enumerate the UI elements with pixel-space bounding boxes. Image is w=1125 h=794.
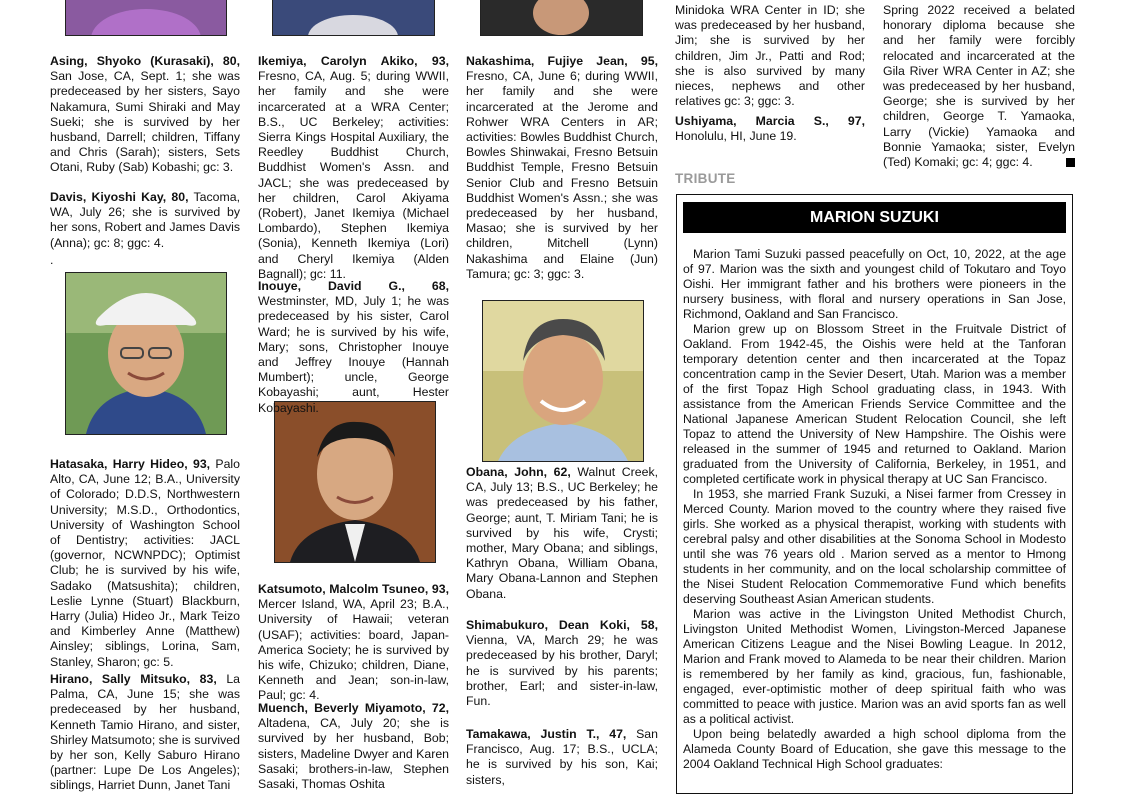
tribute-paragraph: Upon being belatedly awarded a high school diploma from the Alameda County Board of Education, she gave this message to the 2004 Oakland Technical High School graduates:	[683, 727, 1066, 771]
obituary-text: Palo Alto, CA, June 12; B.A., University of Colorado; D.D.S, Northwestern University; M.S.D., Orthodontics, University of Washington School of Dentistry; activities: JACL (governor, NCWNPDC); Optimist Club; he is survived by his wife, Sadako (Matsushita); children, Leslie Lynne (Stuart) Blackburn, Harry (Julia) Hideo Jr., Mark Teizo and Kimberley Anne (Matthew) Ainsley; siblings, Lorina, Sam, Stanley, Sharon; gc: 5.	[50, 457, 240, 669]
obituary-name: Hatasaka, Harry Hideo, 93,	[50, 457, 211, 471]
obituary-name: Davis, Kiyoshi Kay, 80,	[50, 190, 189, 204]
obituary-text: Mercer Island, WA, April 23; B.A., University of Hawaii; veteran (USAF); activities: board, Japan-America Society; he is survived by his wife, Chizuko; children, Diane, Kenneth and Jean; son-in-law, Paul; gc: 4.	[258, 597, 449, 703]
obituary-text: Altadena, CA, July 20; she is survived by her husband, Bob; sisters, Madeline Dwyer and Karen Sasaki; brothers-in-law, Stephen Sasaki, Thomas Oshita	[258, 716, 449, 792]
obituary-name: Obana, John, 62,	[466, 465, 571, 479]
photo-hatasaka	[65, 272, 227, 435]
obituary-ikemiya	[258, 54, 449, 282]
obituary-text: Fresno, CA, Aug. 5; during WWII, her family and she were incarcerated at a WRA Center; B.S., UC Berkeley; activities: Sierra Kings Hospital Auxiliary, the Reedley Buddhist Church, Buddhist Women's Assn. and JACL; she was predeceased by her children, Carol Akiyama (Robert), Janet Ikemiya (Michael Lombardo), Stephen Ikemiya (Sonia), Kenneth Ikemiya (Lori) and Cheryl Ikemiya (Alden Bagnall); gc: 11.	[258, 69, 449, 281]
obituary-text: San Francisco, Aug. 17; B.S., UCLA; he is survived by his son, Kai; sisters,	[466, 727, 658, 787]
obituary-text: Fresno, CA, June 6; during WWII, her family and she were incarcerated at the Jerome and Rohwer WRA Centers in AR; activities: Bowles Buddhist Church, Bowles Shinwakai, Fresno Betsuin Buddhist Temple, Fresno Betsuin Senior Club and Fresno Betsuin Buddhist Women's Assn.; she was predeceased by her husband, Masao; she is survived by her children, Mitchell (Lynn) Nakashima and Elaine (Jun) Tamura; gc: 3; ggc: 3.	[466, 69, 658, 281]
obituary-davis	[50, 190, 240, 251]
obituary-text: Spring 2022 received a belated honorary diploma because she and her family were forcibly relocated and incarcerated at the Gila River WRA Center in AZ; she was predeceased by her husband, George; she is survived by her children, George T. Yamaoka, Larry (Vickie) Yamaoka and Bonnie Yamaoka; sister, Evelyn (Ted) Komaki; gc: 4; ggc: 4.	[883, 3, 1075, 170]
obituary-name: Asing, Shyoko (Kurasaki), 80,	[50, 54, 240, 68]
obituary-ushiyama	[675, 114, 865, 144]
obituary-obana	[466, 465, 658, 602]
obituary-continued	[675, 3, 865, 109]
obituary-text: Walnut Creek, CA, July 13; B.S., UC Berkeley; he was predeceased by his father, George; aunt, T. Miriam Tani; he is survived by his wife, Crysti; mother, Mary Obana; and siblings, Kathryn Obana, William Obana, Mary Obana-Lannon and Stephen Obana.	[466, 465, 659, 601]
obituary-text: Honolulu, HI, June 19.	[675, 129, 797, 144]
obituary-shimabukuro	[466, 618, 658, 709]
obituary-name: Inouye, David G., 68,	[258, 279, 449, 293]
obituary-inouye	[258, 279, 449, 416]
obituary-muench	[258, 701, 449, 792]
obituary-hirano	[50, 672, 240, 794]
photo-top-col1	[65, 0, 227, 36]
obituary-name: Ushiyama, Marcia S., 97,	[675, 114, 865, 128]
tribute-body	[683, 247, 1066, 772]
obituary-text: Vienna, VA, March 29; he was predeceased by his brother, Daryl; he is survived by his parents; brother, Earl; and sister-in-law, Fun.	[466, 633, 658, 709]
obituary-text: San Jose, CA, Sept. 1; she was predeceased by her sisters, Sayo Nakamura, Sumi Shiraki and May Sueki; she is survived by her husband, Darrell; children, Tiffany and Chris (Sarah); sisters, Sets Otani, Ruby (Sab) Kobashi; gc: 3.	[50, 69, 240, 175]
obituary-nakashima	[466, 54, 658, 282]
tribute-paragraph: Marion was active in the Livingston United Methodist Church, Livingston United Methodist Women, Livingston-Merced Japanese American Citizens League and the Nisei Bowling League. In 2012, Marion and Frank moved to Alameda to be near their children. Marion is remembered by her family as kind, gracious, fun, fashionable, engaged, ever-optimistic mother of deep spiritual faith who was committed to peace with justice. Marion was an avid sports fan as well as a political activist.	[683, 607, 1066, 726]
photo-obana	[482, 300, 644, 462]
obituary-text: Tacoma, WA, July 26; she is survived by her sons, Robert and James Davis (Anna); gc: 8; ggc: 4.	[50, 190, 240, 250]
tribute-paragraph: Marion grew up on Blossom Street in the Fruitvale District of Oakland. From 1942-45, the Oishis were held at the Tanforan temporary detention center and then incarcerated at the Topaz concentration camp in the Sevier Desert, Utah. Marion was a member of the first Topaz High School graduating class, in 1943. With assistance from the American Friends Service Committee and the National Japanese American Student Relocation Council, she left Topaz to attend the University of New Hampshire. The Oishis were released in the summer of 1945 and returned to Oakland. Marion graduated from the University of California, Berkeley, in 1951, and completed certificate work in physical therapy at UC San Francisco.	[683, 322, 1066, 486]
obituary-hatasaka	[50, 457, 240, 670]
obituary-text: .	[50, 253, 54, 267]
obituary-asing	[50, 54, 240, 176]
obituary-text: La Palma, CA, June 15; she was predeceased by her husband, Kenneth Tamio Hirano, and sister, Shirley Matsumoto; she is survived by her son, Kelly Saburo Hirano (partner: Lupe De Los Angeles); siblings, Harriet Dunn, Janet Tani	[50, 672, 241, 793]
tribute-title: MARION SUZUKI	[683, 202, 1066, 233]
obituary-text: Westminster, MD, July 1; he was predeceased by his sister, Carol Ward; he is survived by his wife, Mary; sons, Christopher Inouye and Jeffrey Inouye (Hannah Mumbert); uncle, George Kobayashi; aunt, Hester Kobayashi.	[258, 294, 449, 415]
obituary-name: Tamakawa, Justin T., 47,	[466, 727, 627, 741]
obituary-yamaoka-continued	[883, 3, 1075, 170]
obituary-katsumoto	[258, 582, 449, 704]
obituary-name: Ikemiya, Carolyn Akiko, 93,	[258, 54, 449, 68]
photo-katsumoto	[274, 401, 436, 563]
obituary-name: Nakashima, Fujiye Jean, 95,	[466, 54, 658, 68]
tribute-box	[676, 194, 1073, 794]
obituary-name: Katsumoto, Malcolm Tsuneo, 93,	[258, 582, 449, 596]
tribute-paragraph: Marion Tami Suzuki passed peacefully on Oct, 10, 2022, at the age of 97. Marion was the sixth and youngest child of Tokutaro and Toyo Oishi. Her immigrant father and his brothers were pioneers in the nursery business, with floral and nursery operations in San Jose, Richmond, Oakland and San Francisco.	[683, 247, 1066, 321]
photo-top-col2	[272, 0, 435, 36]
stray-period	[50, 253, 240, 268]
obituary-name: Shimabukuro, Dean Koki, 58,	[466, 618, 658, 632]
end-of-section-mark	[1066, 158, 1075, 167]
obituary-name: Muench, Beverly Miyamoto, 72,	[258, 701, 449, 715]
obituary-text: Minidoka WRA Center in ID; she was predeceased by her husband, Jim; she is survived by her children, Jim Jr., Patti and Rod; she is also survived by many nieces, nephews and other relatives gc: 3; ggc: 3.	[675, 3, 865, 109]
obituary-tamakawa	[466, 727, 658, 788]
tribute-paragraph: In 1953, she married Frank Suzuki, a Nisei farmer from Cressey in Merced County. Marion moved to the country where they raised five girls. She worked as a physical therapist, working with students with cerebral palsy and other disabilities at the Sonoma School in Modesto until she was 76 years old . Marion served as a mentor to Hmong students in her community, and on the local scholarship committee of the Nisei Student Relocation Commemorative Fund which benefits deserving Southeast Asian American students.	[683, 487, 1066, 606]
obituary-name: Hirano, Sally Mitsuko, 83,	[50, 672, 217, 686]
photo-top-col3	[480, 0, 643, 36]
tribute-section-label: TRIBUTE	[675, 171, 736, 186]
